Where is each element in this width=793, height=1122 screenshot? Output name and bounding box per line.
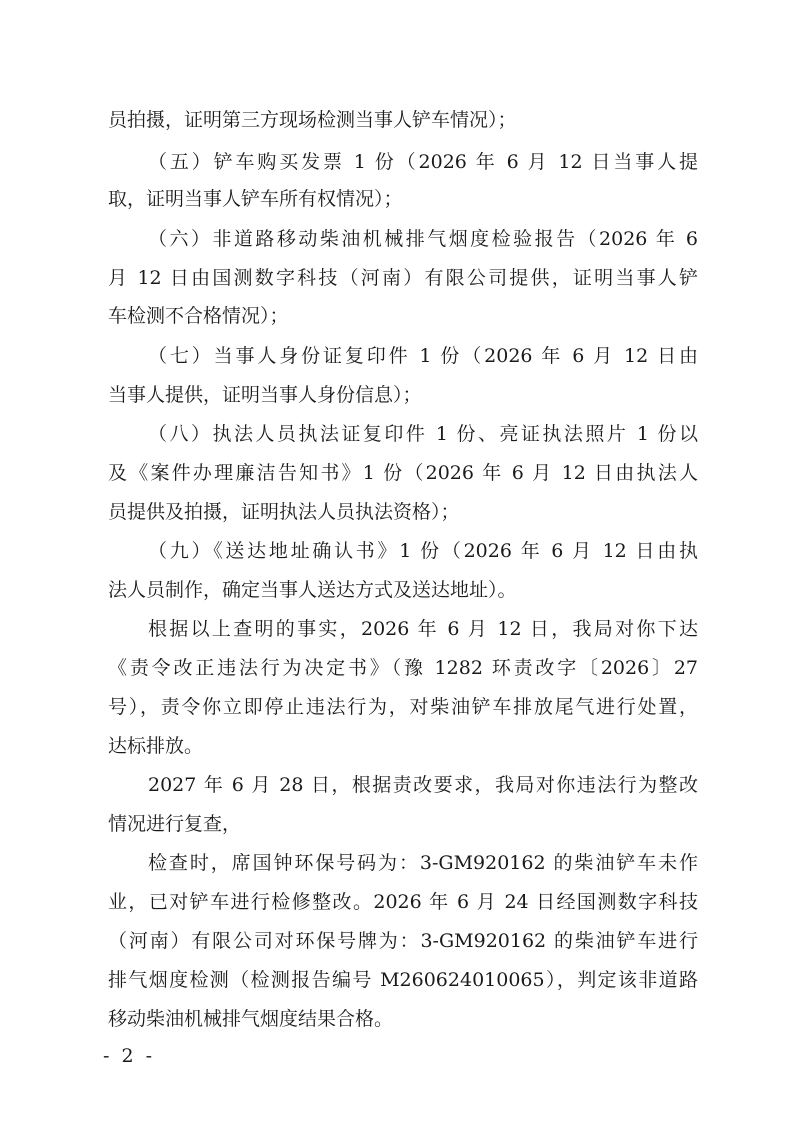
evidence-item-7: （七）当事人身份证复印件 1 份（2026 年 6 月 12 日由 [148, 345, 698, 367]
body-text-line: 员提供及拍摄，证明执法人员执法资格）； [108, 501, 460, 523]
body-text-line: 达标排放。 [108, 735, 204, 757]
evidence-item-9: （九）《送达地址确认书》1 份（2026 年 6 月 12 日由执 [148, 540, 698, 562]
body-text-line: 号），责令你立即停止违法行为，对柴油铲车排放尾气进行处置， [108, 696, 698, 718]
body-text-line: 移动柴油机械排气烟度结果合格。 [108, 1008, 394, 1030]
page-number: - 2 - [103, 1045, 156, 1067]
body-text-line: 《责令改正违法行为决定书》（豫 1282 环责改字〔2026〕27 [108, 657, 698, 679]
review-paragraph: 2027 年 6 月 28 日，根据责改要求，我局对你违法行为整改 [148, 774, 698, 796]
decision-paragraph: 根据以上查明的事实，2026 年 6 月 12 日，我局对你下达 [148, 618, 698, 640]
body-text-line: 排气烟度检测（检测报告编号 M260624010065），判定该非道路 [108, 969, 698, 991]
evidence-item-8: （八）执法人员执法证复印件 1 份、亮证执法照片 1 份以 [148, 423, 698, 445]
body-text-line: 及《案件办理廉洁告知书》1 份（2026 年 6 月 12 日由执法人 [108, 462, 698, 484]
body-text-line: 员拍摄，证明第三方现场检测当事人铲车情况）； [108, 109, 517, 131]
evidence-item-6: （六）非道路移动柴油机械排气烟度检验报告（2026 年 6 [148, 228, 698, 250]
body-text-line: 法人员制作，确定当事人送达方式及送达地址）。 [108, 579, 517, 601]
body-text-line: 当事人提供，证明当事人身份信息）； [108, 384, 422, 406]
body-text-line: 业，已对铲车进行检修整改。2026 年 6 月 24 日经国测数字科技 [108, 891, 698, 913]
body-text-line: 月 12 日由国测数字科技（河南）有限公司提供，证明当事人铲 [108, 267, 698, 289]
body-text-line: 情况进行复查， [108, 813, 242, 835]
body-text-line: （河南）有限公司对环保号牌为：3-GM920162 的柴油铲车进行 [108, 930, 698, 952]
body-text-line: 车检测不合格情况）； [108, 305, 289, 327]
inspection-paragraph: 检查时，席国钟环保号码为：3-GM920162 的柴油铲车未作 [148, 852, 698, 874]
body-text-line: 取，证明当事人铲车所有权情况）； [108, 188, 403, 210]
evidence-item-5: （五）铲车购买发票 1 份（2026 年 6 月 12 日当事人提 [148, 151, 698, 173]
